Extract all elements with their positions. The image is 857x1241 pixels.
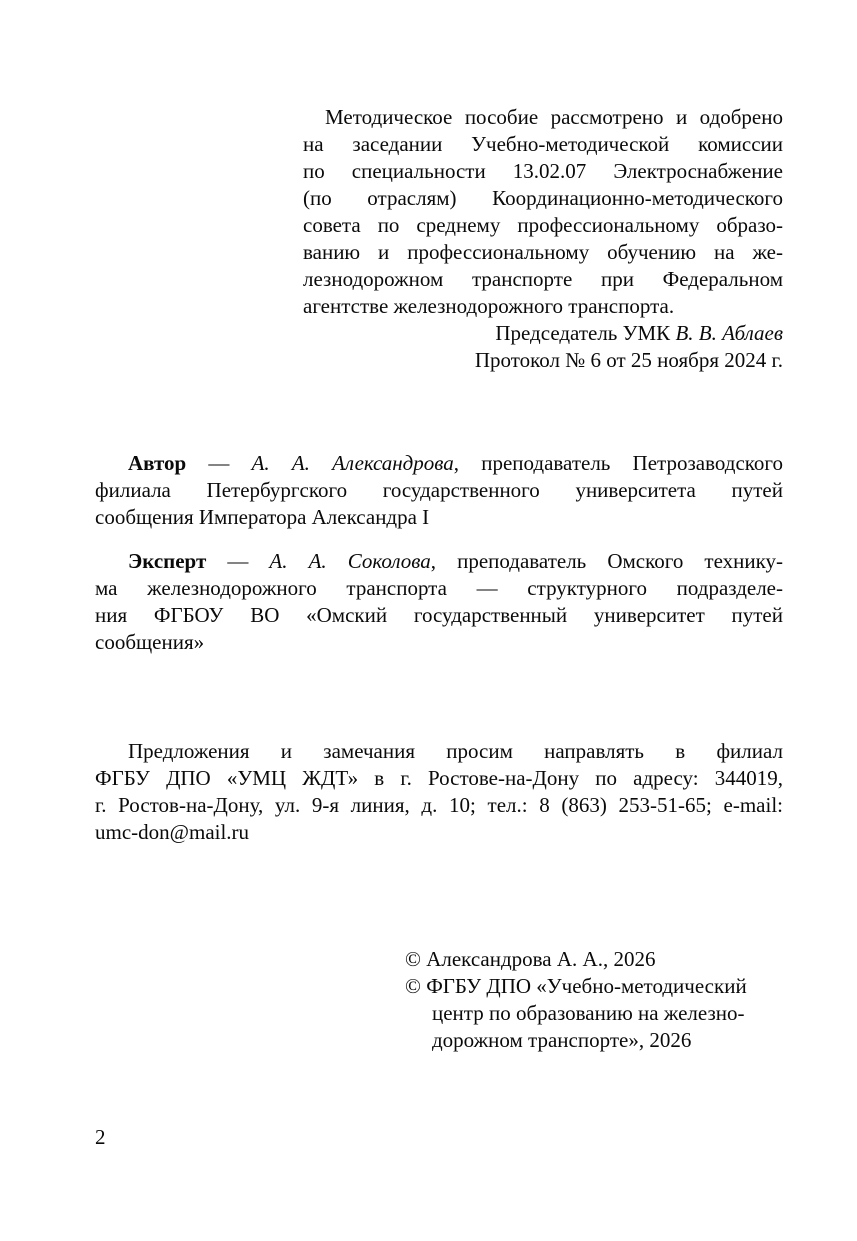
text-line: на заседании Учебно-методической комиссии xyxy=(303,132,783,156)
text-line: г. Ростов-на-Дону, ул. 9-я линия, д. 10; тел.: 8 (863) 253-51-65; e-mail: xyxy=(95,793,783,817)
text-run: , преподаватель Петрозаводского xyxy=(453,451,783,475)
copyright-block xyxy=(405,946,783,1054)
italic-text-run: В. В. Аблаев xyxy=(675,321,783,345)
approval-paragraph xyxy=(303,104,783,320)
text-line: лезнодорожном транспорте при Федеральном xyxy=(303,267,783,291)
text-line: ния ФГБОУ ВО «Омский государственный университет путей xyxy=(95,603,783,627)
bold-text-run: Эксперт xyxy=(128,549,207,573)
text-line: ма железнодорожного транспорта — структурного подразделе- xyxy=(95,576,783,600)
text-line: Протокол № 6 от 25 ноября 2024 г. xyxy=(474,348,783,372)
text-line: ФГБУ ДПО «УМЦ ЖДТ» в г. Ростове-на-Дону по адресу: 344019, xyxy=(95,766,783,790)
text-line xyxy=(95,548,783,575)
text-line: ванию и профессиональному обучению на же- xyxy=(303,240,783,264)
text-line: Предложения и замечания просим направлять в филиал xyxy=(128,739,783,763)
text-line xyxy=(95,450,783,477)
text-line: Методическое пособие рассмотрено и одобрено xyxy=(325,105,783,129)
author-paragraph xyxy=(95,450,783,531)
text-run: Председатель УМК xyxy=(495,321,676,345)
text-line: центр по образованию на железно- xyxy=(432,1001,745,1025)
text-line: © ФГБУ ДПО «Учебно-методический xyxy=(405,974,747,998)
text-line: совета по среднему профессиональному образо- xyxy=(303,213,783,237)
page-number: 2 xyxy=(95,1125,106,1149)
text-line: дорожном транспорте», 2026 xyxy=(432,1028,692,1052)
text-line: сообщения» xyxy=(95,630,205,654)
italic-text-run: А. А. Александрова xyxy=(251,451,454,475)
contact-paragraph xyxy=(95,738,783,846)
text-line: © Александрова А. А., 2026 xyxy=(405,947,656,971)
text-line: (по отраслям) Координационно-методического xyxy=(303,186,783,210)
text-run: — xyxy=(186,451,252,475)
text-line: филиала Петербургского государственного университета путей xyxy=(95,478,783,502)
text-line: агентстве железнодорожного транспорта. xyxy=(303,294,675,318)
text-line xyxy=(95,320,783,347)
text-line: сообщения Императора Александра I xyxy=(95,505,430,529)
approval-signature xyxy=(95,320,783,374)
expert-paragraph xyxy=(95,548,783,656)
text-run: , преподаватель Омского технику- xyxy=(430,549,783,573)
text-line: umc-don@mail.ru xyxy=(95,820,250,844)
bold-text-run: Автор xyxy=(128,451,187,475)
text-run: — xyxy=(206,549,270,573)
italic-text-run: А. А. Соколова xyxy=(269,549,431,573)
text-line: по специальности 13.02.07 Электроснабжение xyxy=(303,159,783,183)
